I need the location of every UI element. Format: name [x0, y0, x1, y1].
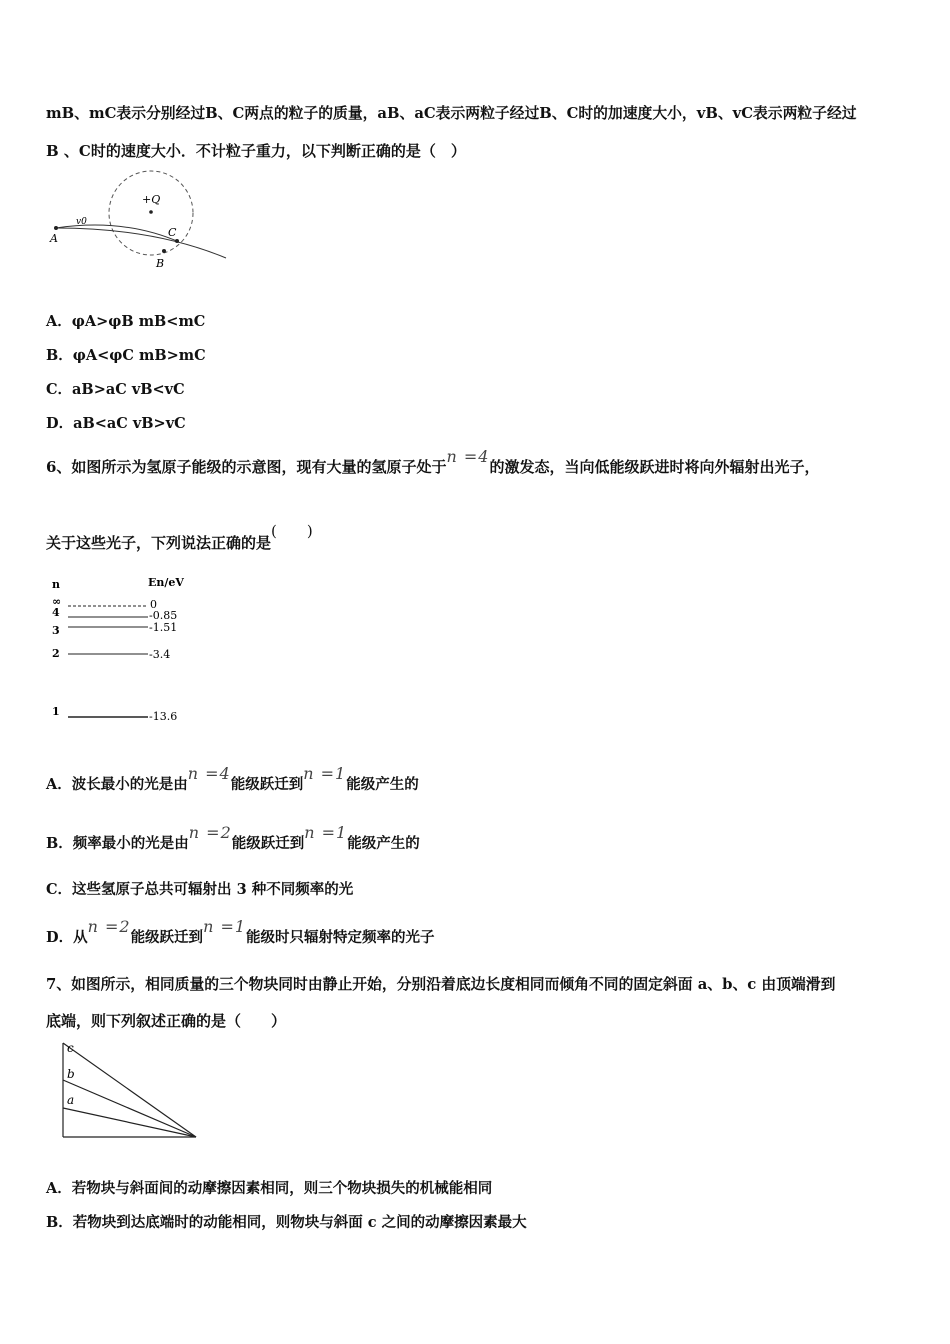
q6-opt-d-text-2: 能级跃迁到	[130, 929, 204, 946]
q6-opt-a-math-2: n =1	[303, 764, 347, 783]
level-1-n: 1	[52, 705, 60, 718]
q6-text-a: 6、如图所示为氢原子能级的示意图，现有大量的氢原子处于	[46, 458, 447, 476]
point-c	[175, 239, 179, 243]
q6-text-b: 的激发态，当向低能级跃进时将向外辐射出光子，	[489, 458, 820, 476]
q6-option-b	[46, 823, 420, 853]
q5-line-1: mB、mC表示分别经过B、C两点的粒子的质量，aB、aC表示两粒子经过B、C时的加速度大小，vB、vC表示两粒子经过	[46, 105, 857, 122]
charge-label: +Q	[142, 193, 161, 206]
point-b	[162, 249, 166, 253]
q6-opt-a-text-3: 能级产生的	[346, 776, 419, 793]
point-a	[54, 226, 58, 230]
incline-b	[63, 1080, 196, 1137]
q5-option-a: A．φA>φB mB<mC	[46, 313, 206, 330]
q6-opt-d-text-1: D．从	[46, 929, 88, 946]
q6-line-1	[46, 447, 820, 477]
label-b: B	[156, 257, 165, 270]
label-v0: v0	[76, 217, 87, 227]
q6-option-c: C．这些氢原子总共可辐射出 3 种不同频率的光	[46, 881, 354, 898]
col-n-label: n	[52, 578, 60, 591]
level-2-n: 2	[52, 647, 60, 660]
q6-line-2-text: 关于这些光子，下列说法正确的是	[46, 534, 272, 552]
q5-line-2: B 、C时的速度大小．不计粒子重力，以下判断正确的是（ ）	[46, 142, 466, 160]
q6-opt-a-math-1: n =4	[187, 764, 231, 783]
trajectory-c	[56, 225, 179, 242]
q6-opt-b-text-2: 能级跃迁到	[231, 835, 305, 852]
q6-answer-paren: ( )	[271, 522, 313, 540]
q5-field-diagram	[44, 168, 244, 278]
label-a: a	[67, 1093, 75, 1107]
trajectory-b	[56, 228, 226, 258]
q6-opt-a-text-1: A．波长最小的光是由	[46, 776, 188, 793]
q6-opt-b-math-1: n =2	[188, 823, 232, 842]
q6-math-n4: n =4	[446, 447, 490, 466]
q6-option-d	[46, 917, 435, 947]
q5-option-d: D．aB<aC vB>vC	[46, 415, 186, 432]
level-inf-e: 0	[150, 598, 157, 611]
incline-diagram	[56, 1038, 206, 1143]
q6-opt-a-text-2: 能级跃迁到	[230, 776, 304, 793]
energy-level-diagram	[48, 572, 198, 732]
q7-option-a: A．若物块与斜面间的动摩擦因素相同，则三个物块损失的机械能相同	[46, 1180, 493, 1197]
col-e-label: En/eV	[148, 576, 184, 589]
label-b: b	[67, 1067, 75, 1081]
level-1-e: -13.6	[149, 710, 178, 723]
q6-opt-d-math-1: n =2	[87, 917, 131, 936]
label-c: c	[67, 1041, 74, 1055]
q7-option-b: B．若物块到达底端时的动能相同，则物块与斜面 c 之间的动摩擦因素最大	[46, 1214, 527, 1231]
q6-opt-b-text-1: B．频率最小的光是由	[46, 835, 189, 852]
q6-option-a	[46, 764, 419, 794]
level-4-e: -0.85	[149, 609, 178, 622]
q5-option-b: B．φA<φC mB>mC	[46, 347, 206, 364]
label-c: C	[168, 226, 177, 239]
q6-opt-b-text-3: 能级产生的	[347, 835, 420, 852]
q7-line-1: 7、如图所示，相同质量的三个物块同时由静止开始，分别沿着底边长度相同而倾角不同的固定斜面 a、b、c 由顶端滑到	[46, 976, 836, 993]
q6-opt-d-text-3: 能级时只辐射特定频率的光子	[246, 929, 435, 946]
q6-opt-d-math-2: n =1	[203, 917, 247, 936]
charge-dot	[149, 210, 153, 214]
q5-option-c: C．aB>aC vB<vC	[46, 381, 185, 398]
q6-line-2	[46, 522, 313, 553]
q7-line-2: 底端，则下列叙述正确的是（ ）	[46, 1012, 287, 1030]
level-3-e: -1.51	[149, 621, 178, 634]
level-4-n: 4	[52, 606, 60, 619]
level-3-n: 3	[52, 624, 60, 637]
q6-opt-b-math-2: n =1	[304, 823, 348, 842]
label-a: A	[50, 232, 58, 245]
level-inf-n: ∞	[52, 595, 62, 608]
level-2-e: -3.4	[149, 648, 171, 661]
